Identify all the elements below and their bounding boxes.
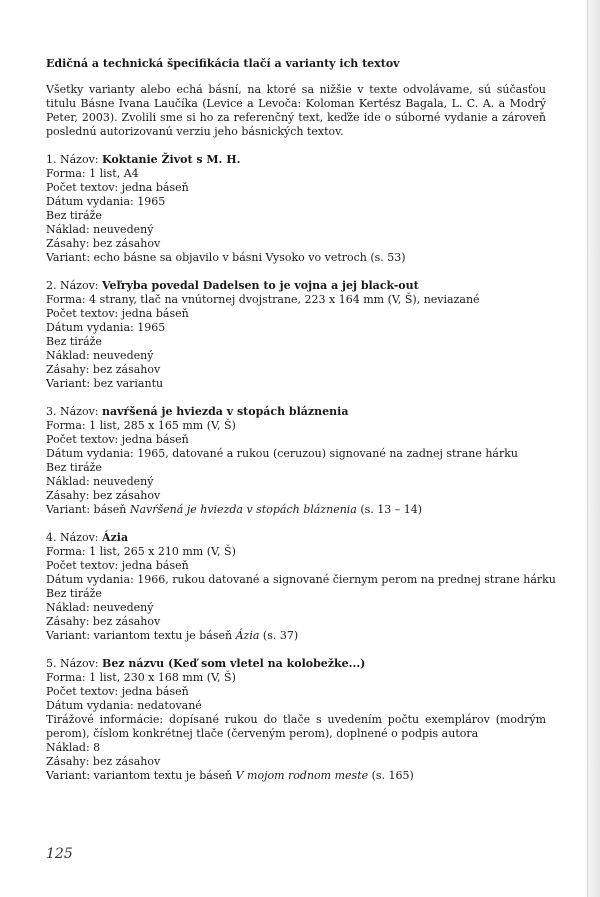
section-heading: Edičná a technická špecifikácia tlačí a varianty ich textov: [46, 57, 400, 70]
page-edge: [587, 0, 600, 897]
variant-pages: (s. 37): [259, 629, 299, 642]
entry-naklad: Náklad: neuvedený: [46, 223, 154, 236]
entry-forma: Forma: 4 strany, tlač na vnútornej dvojstrane, 223 x 164 mm (V, Š), neviazané: [46, 293, 480, 306]
entry-naklad: Náklad: 8: [46, 741, 101, 754]
variant-text: Variant: báseň: [46, 503, 130, 516]
entry-variant: [46, 629, 546, 643]
entry-tiraz: Bez tiráže: [46, 335, 102, 348]
entry-forma: Forma: 1 list, 230 x 168 mm (V, Š): [46, 671, 236, 684]
entry-naklad: Náklad: neuvedený: [46, 601, 154, 614]
variant-title: Navŕšená je hviezda v stopách bláznenia: [129, 503, 357, 516]
print-entry-2: [46, 279, 546, 391]
print-entry-4: [46, 531, 556, 643]
entry-title: Veľryba povedal Dadelsen to je vojna a jej black-out: [102, 279, 419, 292]
entry-zasahy: Zásahy: bez zásahov: [46, 237, 161, 250]
entry-title: navŕšená je hviezda v stopách blázneniа: [102, 405, 349, 418]
entry-prefix: 4. Názov:: [46, 531, 103, 544]
entry-pocet: Počet textov: jedna báseň: [46, 181, 189, 194]
entry-zasahy: Zásahy: bez zásahov: [46, 755, 161, 768]
entry-datum: Dátum vydania: 1965, datované a rukou (ceruzou) signované na zadnej strane hárku: [46, 447, 518, 460]
entry-prefix: 3. Názov:: [46, 405, 103, 418]
variant-pages: (s. 165): [368, 769, 414, 782]
entry-variant: Variant: bez variantu: [46, 377, 164, 390]
page-number: 125: [46, 846, 73, 862]
entry-forma: Forma: 1 list, 265 x 210 mm (V, Š): [46, 545, 236, 558]
intro-paragraph: Všetky varianty alebo echá básní, na ktoré sa nižšie v texte odvolávame, sú súčasťou titulu Básne Ivana Laučíka (Levice a Levoča: Koloman Kertész Bagala, L. C. A. a Modrý Peter, 2003). Zvolili sme si ho za referenčný text, keďže ide o súborné vydanie a zároveň poslednú autorizovanú verziu jeho básnických textov.: [46, 83, 546, 138]
print-entry-5: [46, 657, 546, 783]
entry-forma: Forma: 1 list, 285 x 165 mm (V, Š): [46, 419, 236, 432]
entry-pocet: Počet textov: jedna báseň: [46, 307, 189, 320]
variant-text: Variant: variantom textu je báseň: [46, 769, 236, 782]
entry-naklad: Náklad: neuvedený: [46, 349, 154, 362]
variant-pages: (s. 13 – 14): [356, 503, 423, 516]
document-body: [46, 57, 556, 797]
print-entry-1: [46, 153, 546, 265]
entry-tiraz: Bez tiráže: [46, 587, 102, 600]
variant-text: Variant: variantom textu je báseň: [46, 629, 236, 642]
variant-title: V mojom rodnom meste: [235, 769, 369, 782]
entry-forma: Forma: 1 list, A4: [46, 167, 139, 180]
entry-zasahy: Zásahy: bez zásahov: [46, 615, 161, 628]
entry-variant: [46, 769, 546, 783]
entry-title: Bez názvu (Keď som vletel na kolobežke...): [102, 657, 366, 670]
entry-zasahy: Zásahy: bez zásahov: [46, 363, 161, 376]
entry-datum: Dátum vydania: 1965: [46, 195, 166, 208]
entry-title: Koktanie Život s M. H.: [102, 153, 241, 166]
entry-variant: Variant: echo básne sa objavilo v básni Vysoko vo vetroch (s. 53): [46, 251, 406, 264]
entry-prefix: 1. Názov:: [46, 153, 103, 166]
entry-zasahy: Zásahy: bez zásahov: [46, 489, 161, 502]
entry-datum: Dátum vydania: 1965: [46, 321, 166, 334]
entry-pocet: Počet textov: jedna báseň: [46, 685, 189, 698]
entry-tiraz: Bez tiráže: [46, 209, 102, 222]
entry-title: Ázia: [102, 531, 129, 544]
entry-prefix: 5. Názov:: [46, 657, 103, 670]
entry-pocet: Počet textov: jedna báseň: [46, 433, 189, 446]
entry-tiraz: Bez tiráže: [46, 461, 102, 474]
entry-pocet: Počet textov: jedna báseň: [46, 559, 189, 572]
entry-tiraz: Tirážové informácie: dopísané rukou do tlače s uvedením počtu exemplárov (modrým perom), číslom konkrétnej tlače (červeným perom), doplnené o podpis autora: [46, 713, 546, 740]
entry-datum: Dátum vydania: 1966, rukou datované a signované čiernym perom na prednej strane hárku: [46, 573, 556, 586]
print-entry-3: [46, 405, 546, 517]
entry-naklad: Náklad: neuvedený: [46, 475, 154, 488]
variant-title: Ázia: [235, 629, 260, 642]
entry-datum: Dátum vydania: nedatované: [46, 699, 202, 712]
entry-variant: [46, 503, 546, 517]
entry-prefix: 2. Názov:: [46, 279, 103, 292]
